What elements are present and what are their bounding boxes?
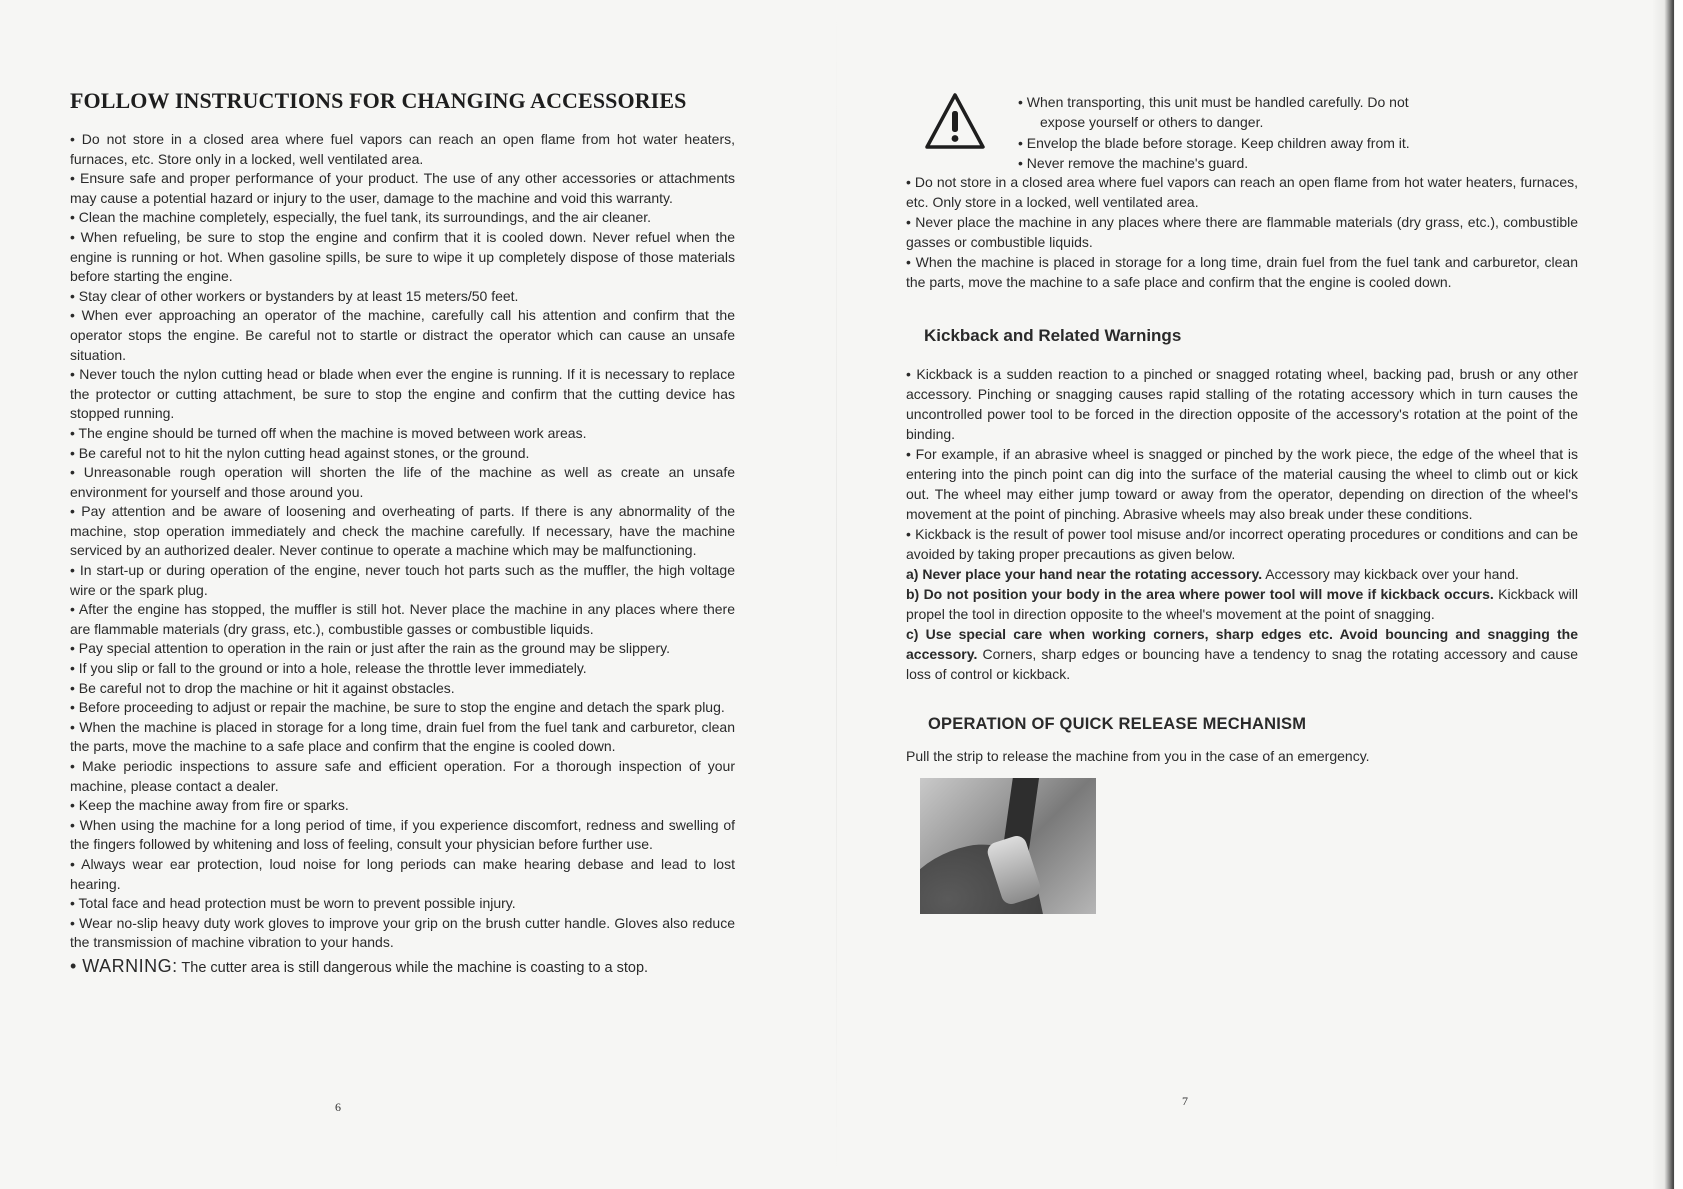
page-number-left: 6 <box>335 1100 341 1114</box>
right-paragraph: • Do not store in a closed area where fuel vapors can reach an open flame from hot water heaters, furnaces, etc. Only store in a locked, well ventilated area. <box>906 174 1578 210</box>
warning-icon-list <box>1018 92 1538 173</box>
right-paragraph: • When the machine is placed in storage for a long time, drain fuel from the fuel tank and carburetor, clean the parts, move the machine to a safe place and confirm that the engine is cooled down. <box>906 254 1578 290</box>
left-paragraph: • Never touch the nylon cutting head or blade when ever the engine is running. If it is necessary to replace the protector or cutting attachment, be sure to stop the engine and confirm that the cutting device has stopped running. <box>70 366 735 422</box>
page-spine <box>836 0 837 1189</box>
item-c-text: Corners, sharp edges or bouncing have a tendency to snag the rotating accessory and cause loss of control or kickback. <box>906 646 1578 682</box>
left-paragraph: • Be careful not to drop the machine or hit it against obstacles. <box>70 679 455 696</box>
left-paragraph: • When using the machine for a long period of time, if you experience discomfort, redness and swelling of the fingers followed by whitening and loss of feeling, consult your physician before further use. <box>70 816 735 853</box>
left-paragraph: • Wear no-slip heavy duty work gloves to improve your grip on the brush cutter handle. Gloves also reduce the transmission of machine vibration to your hands. <box>70 914 735 951</box>
warning-line <box>70 957 735 979</box>
kickback-item-b <box>906 584 1578 624</box>
item-b-text: Kickback will propel the tool in direction opposite to the wheel's movement at the point of snagging. <box>906 586 1578 622</box>
left-paragraph: • Total face and head protection must be worn to prevent possible injury. <box>70 895 516 912</box>
item-a-text: Accessory may kickback over your hand. <box>1262 566 1519 582</box>
left-paragraph: • Keep the machine away from fire or sparks. <box>70 797 349 814</box>
quick-release-heading: OPERATION OF QUICK RELEASE MECHANISM <box>928 715 1307 733</box>
item-a-bold: a) Never place your hand near the rotating accessory. <box>906 566 1263 582</box>
warning-text: The cutter area is still dangerous while the machine is coasting to a stop. <box>177 959 649 976</box>
right-paragraph: • Never place the machine in any places where there are flammable materials (dry grass, etc.), combustible gasses or combustible liquids. <box>906 214 1578 250</box>
left-paragraph: • Stay clear of other workers or bystanders by at least 15 meters/50 feet. <box>70 287 519 304</box>
left-paragraph: • Pay special attention to operation in the rain or just after the rain as the ground may be slippery. <box>70 640 670 657</box>
warning-icon-block <box>906 92 1578 172</box>
kickback-heading: Kickback and Related Warnings <box>924 326 1182 345</box>
page-edge <box>1652 0 1683 1189</box>
left-paragraph: • When ever approaching an operator of the machine, carefully call his attention and confirm that the operator stops the engine. Be careful not to startle or distract the operator which can cause an unsafe situation. <box>70 307 735 363</box>
quick-release-text: Pull the strip to release the machine from you in the case of an emergency. <box>906 748 1370 764</box>
left-paragraph: • In start-up or during operation of the engine, never touch hot parts such as the muffler, the high voltage wire or the spark plug. <box>70 562 735 598</box>
item-b-bold: b) Do not position your body in the area where power tool will move if kickback occurs. <box>906 586 1494 602</box>
kickback-item-c <box>906 624 1578 684</box>
left-paragraph-list <box>70 130 735 979</box>
left-paragraph: • Before proceeding to adjust or repair the machine, be sure to stop the engine and detach the spark plug. <box>70 699 725 716</box>
left-paragraph: • Ensure safe and proper performance of your product. The use of any other accessories or attachments may cause a potential hazard or injury to the user, damage to the machine and void this warranty. <box>70 170 735 206</box>
warning-triangle-icon <box>924 92 986 150</box>
left-paragraph: • Clean the machine completely, especially, the fuel tank, its surroundings, and the air cleaner. <box>70 209 652 226</box>
left-paragraph: • Do not store in a closed area where fuel vapors can reach an open flame from hot water heaters, furnaces, etc. Store only in a locked, well ventilated area. <box>70 131 735 167</box>
warning-label: • WARNING: <box>70 955 178 976</box>
kickback-item-a <box>906 564 1578 584</box>
kickback-section <box>906 364 1578 684</box>
icon-list-item: • Never remove the machine's guard. <box>1018 154 1249 171</box>
left-paragraph: • The engine should be turned off when the machine is moved between work areas. <box>70 424 587 441</box>
right-paragraph-list <box>906 172 1578 292</box>
left-paragraph: • When refueling, be sure to stop the engine and confirm that it is cooled down. Never refuel when the engine is running or hot. When gasoline spills, be sure to wipe it up completely dispose of those materials before starting the engine. <box>70 228 735 285</box>
quick-release-photo <box>920 778 1096 914</box>
icon-list-item: • When transporting, this unit must be handled carefully. Do not <box>1018 94 1409 110</box>
left-paragraph: • Pay attention and be aware of loosening and overheating of parts. If there is any abnormality of the machine, stop operation immediately and check the machine carefully. If necessary, have the machine serviced by an authorized dealer. Never continue to operate a machine which may be malfunctioning. <box>70 503 735 559</box>
left-paragraph: • Always wear ear protection, loud noise for long periods can make hearing debase and lead to lost hearing. <box>70 855 735 892</box>
left-paragraph: • When the machine is placed in storage for a long time, drain fuel from the fuel tank and carburetor, clean the parts, move the machine to a safe place and confirm that the engine is cooled down. <box>70 718 735 755</box>
page-number-right: 7 <box>1182 1094 1188 1108</box>
left-paragraph: • Be careful not to hit the nylon cutting head against stones, or the ground. <box>70 444 530 461</box>
right-page <box>906 92 1578 914</box>
left-paragraph: • If you slip or fall to the ground or into a hole, release the throttle lever immediately. <box>70 660 587 677</box>
accessories-title: FOLLOW INSTRUCTIONS FOR CHANGING ACCESSORIES <box>70 88 687 113</box>
kickback-paragraph: • For example, if an abrasive wheel is snagged or pinched by the work piece, the edge of the wheel that is entering into the pinch point can dig into the surface of the material causing the wheel to climb out or kick out. The wheel may either jump toward or away from the operator, depending on direction of the wheel's movement at the point of pinching. Abrasive wheels may also break under these conditions. <box>906 446 1578 522</box>
left-paragraph: • Make periodic inspections to assure safe and efficient operation. For a thorough inspection of your machine, please contact a dealer. <box>70 758 735 794</box>
left-page <box>70 88 735 979</box>
left-paragraph: • Unreasonable rough operation will shorten the life of the machine as well as create an unsafe environment for yourself and those around you. <box>70 464 735 500</box>
kickback-paragraph: • Kickback is the result of power tool misuse and/or incorrect operating procedures or conditions and can be avoided by taking proper precautions as given below. <box>906 526 1578 562</box>
item-c-bold: c) Use special care when working corners, sharp edges etc. Avoid bouncing and snagging the accessory. <box>906 626 1578 662</box>
kickback-paragraph: • Kickback is a sudden reaction to a pinched or snagged rotating wheel, backing pad, brush or any other accessory. Pinching or snagging causes rapid stalling of the rotating accessory which in turn causes the uncontrolled power tool to be forced in the direction opposite of the accessory's rotation at the point of the binding. <box>906 366 1578 442</box>
icon-list-item: • Envelop the blade before storage. Keep children away from it. <box>1018 134 1410 151</box>
icon-list-item: expose yourself or others to danger. <box>1040 114 1264 131</box>
left-paragraph: • After the engine has stopped, the muffler is still hot. Never place the machine in any places where there are flammable materials (dry grass, etc.), combustible gasses or combustible liquids. <box>70 601 735 637</box>
